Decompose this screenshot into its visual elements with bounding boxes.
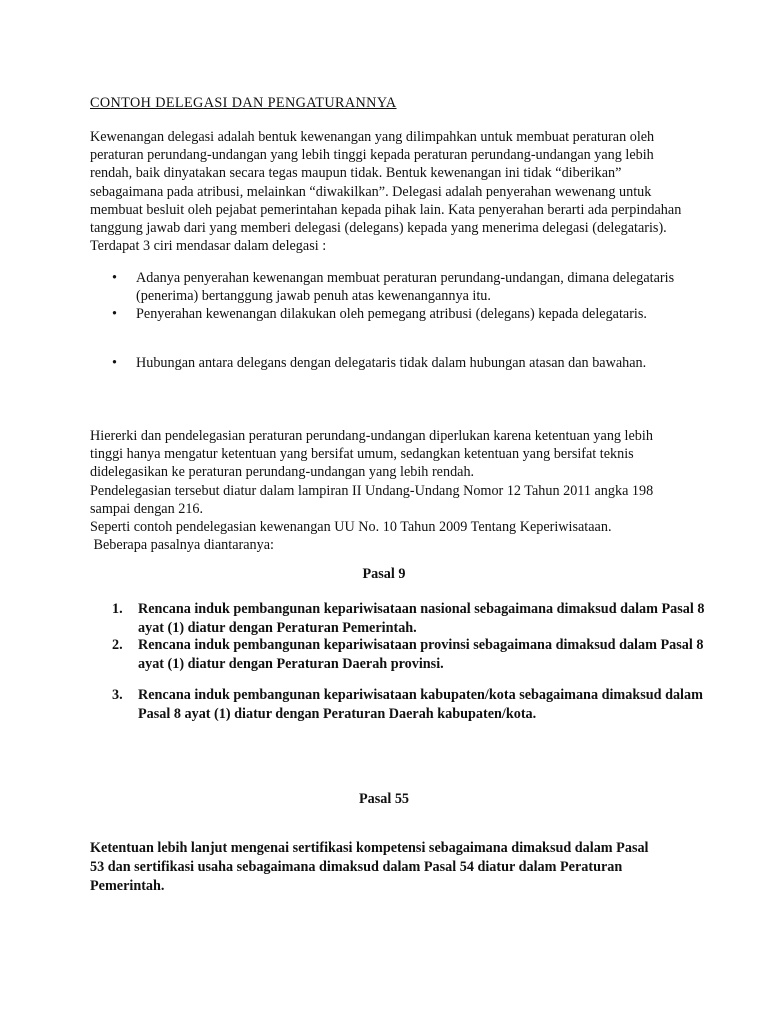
hierarchy-paragraph	[90, 427, 680, 554]
pasal-9-heading: Pasal 9	[362, 566, 406, 582]
bullet-icon: •	[112, 355, 117, 371]
bullet-icon: •	[112, 306, 117, 322]
bullet-text: Hubungan antara delegans dengan delegataris tidak dalam hubungan atasan dan bawahan.	[136, 355, 647, 371]
item-text: Rencana induk pembangunan kepariwisataan nasional sebagaimana dimaksud dalam Pasal 8 ayat (1) diatur dengan Peraturan Pemerintah.	[138, 601, 705, 636]
item-text: Rencana induk pembangunan kepariwisataan provinsi sebagaimana dimaksud dalam Pasal 8 ayat (1) diatur dengan Peraturan Daerah provinsi.	[138, 637, 704, 672]
paragraph-line: Seperti contoh pendelegasian kewenangan UU No. 10 Tahun 2009 Tentang Keperiwisataan.	[90, 519, 612, 536]
paragraph-line: Hiererki dan pendelegasian peraturan perundang-undangan diperlukan karena ketentuan yang lebih tinggi hanya mengatur ketentuan yang bersifat umum, sedangkan ketentuan yang bersifat teknis didelegasikan ke peraturan perundang-undangan yang lebih rendah.	[90, 428, 653, 481]
intro-paragraph: Kewenangan delegasi adalah bentuk kewenangan yang dilimpahkan untuk membuat peraturan oleh peraturan perundang-undangan yang lebih tinggi kepada peraturan perundang-undangan yang lebih rendah, baik dinyatakan secara tegas maupun tidak. Bentuk kewenangan ini tidak “diberikan” sebagaimana pada atribusi, melainkan “diwakilkan”. Delegasi adalah penyerahan wewenang untuk membuat besluit oleh pejabat pemerintahan kepada pihak lain. Kata penyerahan berarti ada perpindahan tanggung jawab dari yang memberi delegasi (delegans) kepada yang menerima delegasi (delegataris). Terdapat 3 ciri mendasar dalam delegasi :	[90, 129, 682, 255]
bullet-text: Adanya penyerahan kewenangan membuat peraturan perundang-undangan, dimana delegataris (penerima) bertanggung jawab penuh atas kewenangannya itu.	[136, 270, 675, 305]
document-title: CONTOH DELEGASI DAN PENGATURANNYA	[90, 95, 397, 111]
bullet-text: Penyerahan kewenangan dilakukan oleh pemegang atribusi (delegans) kepada delegataris.	[136, 306, 647, 322]
item-text: Rencana induk pembangunan kepariwisataan kabupaten/kota sebagaimana dimaksud dalam Pasal 8 ayat (1) diatur dengan Peraturan Daerah kabupaten/kota.	[138, 687, 703, 722]
item-number: 2.	[112, 637, 123, 653]
pasal-55-text: Ketentuan lebih lanjut mengenai sertifikasi kompetensi sebagaimana dimaksud dalam Pasal 53 dan sertifikasi usaha sebagaimana dimaksud dalam Pasal 54 diatur dalam Peraturan Pemerintah.	[90, 840, 649, 894]
item-number: 1.	[112, 601, 123, 617]
bullet-icon: •	[112, 270, 117, 286]
item-number: 3.	[112, 687, 123, 703]
paragraph-line: Beberapa pasalnya diantaranya:	[90, 537, 274, 554]
paragraph-line: Pendelegasian tersebut diatur dalam lampiran II Undang-Undang Nomor 12 Tahun 2011 angka 198 sampai dengan 216.	[90, 482, 654, 517]
pasal-55-heading: Pasal 55	[358, 791, 410, 807]
